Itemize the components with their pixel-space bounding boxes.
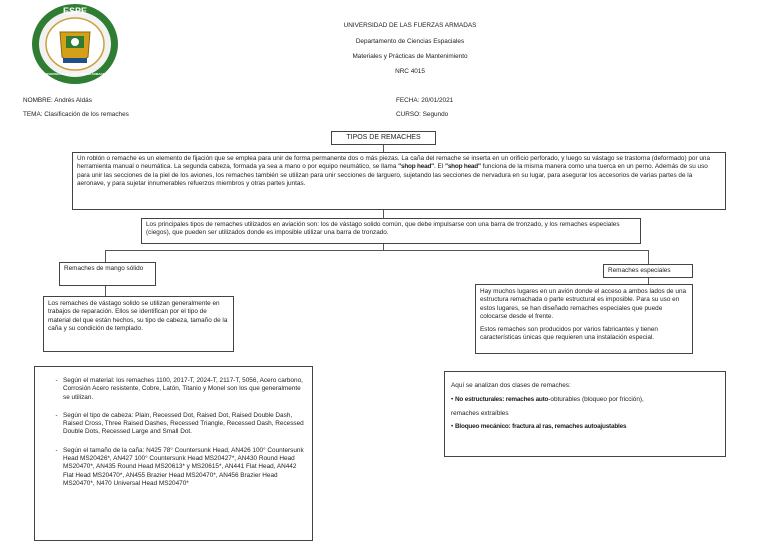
intro-text-2: . El	[433, 163, 445, 171]
class1-cont: remaches extraíbles	[451, 409, 509, 417]
special-rivets-box	[603, 264, 693, 278]
topic: TEMA: Clasificación de los remaches	[23, 111, 129, 118]
bullet-icon: •	[451, 422, 456, 430]
solid-rivets-desc-box	[43, 296, 234, 352]
main-types-box	[141, 218, 641, 244]
connector	[383, 210, 384, 218]
class2-bold: Bloqueo mecánico: fractura al ras, remaches autoajustables	[455, 422, 627, 430]
department-name: Departamento de Ciencias Espaciales	[355, 38, 465, 45]
shop-head-term-2: "shop head"	[445, 163, 481, 171]
student-name: NOMBRE: Andrés Aldás	[23, 97, 92, 104]
list-item	[451, 396, 719, 404]
intro-text-3: funciona de la misma manera como una tuerca en un perno. Además de su uso para unir las secciones de la piel de los aviones, los remaches también se utilizan para unir secciones de larguero, sujetando las secciones de nervadura en su lugar, para asegurar los accesorios de varias partes de la aeronave, y para sujetar innumerables refuerzos miembros y otras partes juntas.	[77, 163, 708, 187]
bullet-icon: •	[451, 396, 456, 404]
nrc-code: NRC 4015	[395, 68, 425, 75]
connector	[105, 250, 649, 251]
espe-logo	[30, 2, 120, 86]
special-rivets-desc-1: Hay muchos lugares en un avión donde el acceso a ambos lados de una estructura remachada o parte estructural es imposible. Para su uso en estos lugares, se han diseñado remaches especiales que puede colocarse desde el frente.	[480, 288, 687, 320]
classes-intro: Aquí se analizan dos clases de remaches:	[451, 382, 571, 389]
connector	[648, 250, 649, 264]
special-rivets-desc-box	[475, 284, 693, 354]
title-box	[331, 131, 436, 145]
class1-rest: -obturables (bloqueo por fricción),	[548, 396, 644, 404]
special-rivets-desc-2: Estos remaches son producidos por varios fabricantes y tienen características únicas que requieren una instalación especial.	[480, 326, 658, 342]
subject-name: Materiales y Prácticas de Mantenimiento	[352, 53, 468, 60]
main-types-text: Los principales tipos de remaches utilizados en aviación son: los de vástago solido común, que debe impulsarse con una barra de tronzado, y los remaches especiales (ciegos), que pueden ser utilizados donde es imposible utilizar una barra de tronzado.	[146, 221, 620, 237]
list-item: - Según el material: los remaches 1100, 2017-T, 2024-T, 2117-T, 5056, Acero carbono, Corrosión Acero resistente, Cobre, Latón, Titanio y Monel son los que generalmente se utilizan.	[63, 377, 304, 402]
course: CURSO: Segundo	[396, 111, 449, 118]
connector	[383, 145, 384, 152]
solid-rivets-title: Remaches de mango sólido	[64, 265, 144, 272]
intro-box	[72, 152, 726, 210]
class1-bold: No estructurales: remaches auto	[455, 396, 549, 404]
solid-rivets-desc: Los remaches de vástago solido se utilizan generalmente en trabajos de reparación. Ellos se identifican por el tipo de material del que están hechos, su tipo de cabeza, tamaño de la caña y su condición de templado.	[48, 300, 228, 332]
logo-text: ESPE	[62, 6, 87, 16]
special-rivets-classes-box	[444, 371, 726, 457]
solid-rivets-box	[59, 262, 156, 286]
list-item: - Según el tamaño de la caña: N425 78° Countersunk Head, AN426 100° Countersunk Head MS20426*, AN427 100° Countersunk Head MS20427*, AN430 Round Head MS20470*, AN435 Round Head MS20613* y MS20615*, AN441 Flat Head, AN442 Flat Head MS20470*, AN455 Brazier Head MS20470*, AN456 Brazier Head MS20470*, N470 Universal Head MS20470*	[63, 447, 304, 488]
solid-rivets-classification-box	[34, 366, 313, 541]
title-text: TIPOS DE REMACHES	[346, 134, 421, 141]
list-item	[451, 423, 719, 431]
university-name: UNIVERSIDAD DE LAS FUERZAS ARMADAS	[343, 22, 477, 29]
date: FECHA: 20/01/2021	[396, 97, 454, 104]
logo-ring-text: UNIVERSIDAD DE LAS FUERZAS ARMADAS	[43, 72, 107, 76]
list-item: - Según el tipo de cabeza: Plain, Recessed Dot, Raised Dot, Raised Double Dash, Raised Cross, Three Raised Dashes, Recessed Triangle, Recessed Dash, Recessed Double Dots, Recessed Large and Small Dot.	[63, 412, 304, 437]
intro-text-1: Un roblón o remache es un elemento de fijación que se emplea para unir de forma permanente dos o más piezas. La caña del remache se inserta en un orificio perforado, y luego su vástago se trastorna (deformado) por una herramienta manual o neumática. La segunda cabeza, formada ya sea a mano o por equipo neumático, se llama	[77, 155, 711, 171]
connector	[105, 286, 106, 296]
shop-head-term-1: "shop head"	[398, 163, 434, 171]
special-rivets-title: Remaches especiales	[608, 267, 671, 274]
connector	[105, 250, 106, 262]
